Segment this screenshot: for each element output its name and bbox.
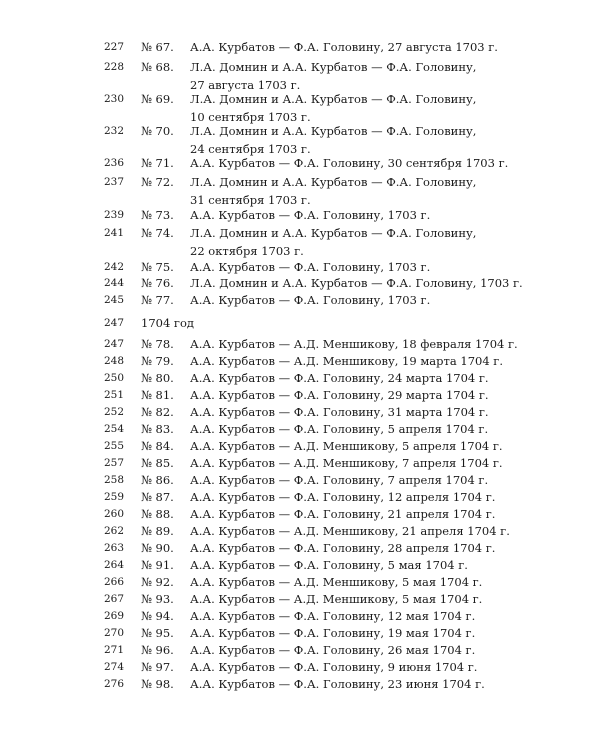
page-number: 247 (104, 317, 125, 329)
page-number: 257 (104, 457, 125, 469)
entry-title: Л.А. Домнин и А.А. Курбатов — Ф.А. Головину, 1703 г. (190, 276, 523, 290)
document-number: № 89. (141, 524, 174, 538)
entry-title: А.А. Курбатов — А.Д. Меншикову, 19 марта 1704 г. (190, 354, 503, 368)
entry-title: А.А. Курбатов — А.Д. Меншикову, 5 апреля 1704 г. (190, 439, 503, 453)
document-number: № 88. (141, 507, 174, 521)
document-number: № 96. (141, 643, 174, 657)
entry-date-continuation: 10 сентября 1703 г. (190, 110, 311, 124)
document-number: № 73. (141, 208, 174, 222)
year-section-heading (0, 312, 600, 334)
page-number: 236 (104, 157, 125, 169)
entry-title: А.А. Курбатов — Ф.А. Головину, 26 мая 1704 г. (190, 643, 476, 657)
entry-title: А.А. Курбатов — Ф.А. Головину, 23 июня 1704 г. (190, 677, 485, 691)
document-number: № 97. (141, 660, 174, 674)
page-number: 270 (104, 627, 125, 639)
page-number: 252 (104, 406, 125, 418)
entry-title: А.А. Курбатов — Ф.А. Головину, 21 апреля 1704 г. (190, 507, 496, 521)
page-number: 266 (104, 576, 125, 588)
page-number: 262 (104, 525, 125, 537)
page-number: 260 (104, 508, 125, 520)
entry-title: А.А. Курбатов — Ф.А. Головину, 12 мая 1704 г. (190, 609, 476, 623)
entry-title: А.А. Курбатов — А.Д. Меншикову, 18 февраля 1704 г. (190, 337, 518, 351)
entry-title: А.А. Курбатов — А.Д. Меншикову, 7 апреля 1704 г. (190, 456, 503, 470)
document-number: № 70. (141, 124, 174, 138)
document-number: № 82. (141, 405, 174, 419)
page-number: 242 (104, 261, 125, 273)
entry-date-continuation: 24 сентября 1703 г. (190, 142, 311, 156)
page-number: 232 (104, 125, 125, 137)
page-number: 241 (104, 227, 125, 239)
page-number: 271 (104, 644, 125, 656)
document-number: № 85. (141, 456, 174, 470)
page-number: 237 (104, 176, 125, 188)
page-number: 227 (104, 41, 125, 53)
page-number: 244 (104, 277, 125, 289)
document-number: № 84. (141, 439, 174, 453)
entry-title: А.А. Курбатов — Ф.А. Головину, 1703 г. (190, 208, 431, 222)
page-number: 247 (104, 338, 125, 350)
entry-title: А.А. Курбатов — А.Д. Меншикову, 21 апреля 1704 г. (190, 524, 510, 538)
entry-date-continuation: 22 октября 1703 г. (190, 244, 304, 258)
toc-entry (0, 36, 600, 58)
page-number: 239 (104, 209, 125, 221)
document-number: № 95. (141, 626, 174, 640)
document-number: № 74. (141, 226, 174, 240)
document-number: № 67. (141, 40, 174, 54)
entry-title: А.А. Курбатов — Ф.А. Головину, 29 марта 1704 г. (190, 388, 489, 402)
page-number: 245 (104, 294, 125, 306)
page-number: 230 (104, 93, 125, 105)
entry-title: А.А. Курбатов — Ф.А. Головину, 1703 г. (190, 260, 431, 274)
document-number: № 90. (141, 541, 174, 555)
page-number: 254 (104, 423, 125, 435)
entry-title: А.А. Курбатов — А.Д. Меншикову, 5 мая 1704 г. (190, 575, 483, 589)
page-number: 274 (104, 661, 125, 673)
document-number: № 94. (141, 609, 174, 623)
entry-date-continuation: 31 сентября 1703 г. (190, 193, 311, 207)
document-number: № 93. (141, 592, 174, 606)
page-number: 248 (104, 355, 125, 367)
page-number: 255 (104, 440, 125, 452)
entry-title: А.А. Курбатов — Ф.А. Головину, 31 марта 1704 г. (190, 405, 489, 419)
document-number: № 72. (141, 175, 174, 189)
page-number: 251 (104, 389, 125, 401)
page-number: 264 (104, 559, 125, 571)
entry-title: А.А. Курбатов — А.Д. Меншикову, 5 мая 1704 г. (190, 592, 483, 606)
document-number: № 69. (141, 92, 174, 106)
entry-title: А.А. Курбатов — Ф.А. Головину, 28 апреля 1704 г. (190, 541, 496, 555)
entry-title: Л.А. Домнин и А.А. Курбатов — Ф.А. Головину, (190, 92, 477, 106)
entry-title: А.А. Курбатов — Ф.А. Головину, 9 июня 1704 г. (190, 660, 478, 674)
entry-title: А.А. Курбатов — Ф.А. Головину, 27 августа 1703 г. (190, 40, 498, 54)
document-number: № 68. (141, 60, 174, 74)
document-number: № 76. (141, 276, 174, 290)
entry-title: А.А. Курбатов — Ф.А. Головину, 24 марта 1704 г. (190, 371, 489, 385)
document-number: № 92. (141, 575, 174, 589)
entry-title: Л.А. Домнин и А.А. Курбатов — Ф.А. Головину, (190, 124, 477, 138)
entry-title: Л.А. Домнин и А.А. Курбатов — Ф.А. Головину, (190, 175, 477, 189)
document-number: № 79. (141, 354, 174, 368)
entry-date-continuation: 27 августа 1703 г. (190, 78, 301, 92)
document-number: № 86. (141, 473, 174, 487)
entry-title: А.А. Курбатов — Ф.А. Головину, 5 апреля 1704 г. (190, 422, 489, 436)
toc-entry (0, 673, 600, 695)
page-number: 269 (104, 610, 125, 622)
document-number: № 91. (141, 558, 174, 572)
page-number: 263 (104, 542, 125, 554)
document-number: № 71. (141, 156, 174, 170)
page-number: 258 (104, 474, 125, 486)
document-number: № 87. (141, 490, 174, 504)
entry-title: А.А. Курбатов — Ф.А. Головину, 1703 г. (190, 293, 431, 307)
entry-title: Л.А. Домнин и А.А. Курбатов — Ф.А. Головину, (190, 60, 477, 74)
year-title: 1704 год (141, 316, 194, 330)
entry-title: А.А. Курбатов — Ф.А. Головину, 7 апреля 1704 г. (190, 473, 489, 487)
page-number: 276 (104, 678, 125, 690)
document-number: № 78. (141, 337, 174, 351)
document-number: № 77. (141, 293, 174, 307)
entry-title: А.А. Курбатов — Ф.А. Головину, 30 сентября 1703 г. (190, 156, 509, 170)
document-number: № 75. (141, 260, 174, 274)
entry-title: А.А. Курбатов — Ф.А. Головину, 5 мая 1704 г. (190, 558, 468, 572)
page-number: 259 (104, 491, 125, 503)
toc-entry (0, 289, 600, 311)
document-number: № 80. (141, 371, 174, 385)
entry-title: Л.А. Домнин и А.А. Курбатов — Ф.А. Головину, (190, 226, 477, 240)
document-number: № 83. (141, 422, 174, 436)
entry-title: А.А. Курбатов — Ф.А. Головину, 19 мая 1704 г. (190, 626, 476, 640)
page-number: 250 (104, 372, 125, 384)
entry-title: А.А. Курбатов — Ф.А. Головину, 12 апреля 1704 г. (190, 490, 496, 504)
page-number: 228 (104, 61, 125, 73)
page-number: 267 (104, 593, 125, 605)
document-number: № 81. (141, 388, 174, 402)
document-number: № 98. (141, 677, 174, 691)
